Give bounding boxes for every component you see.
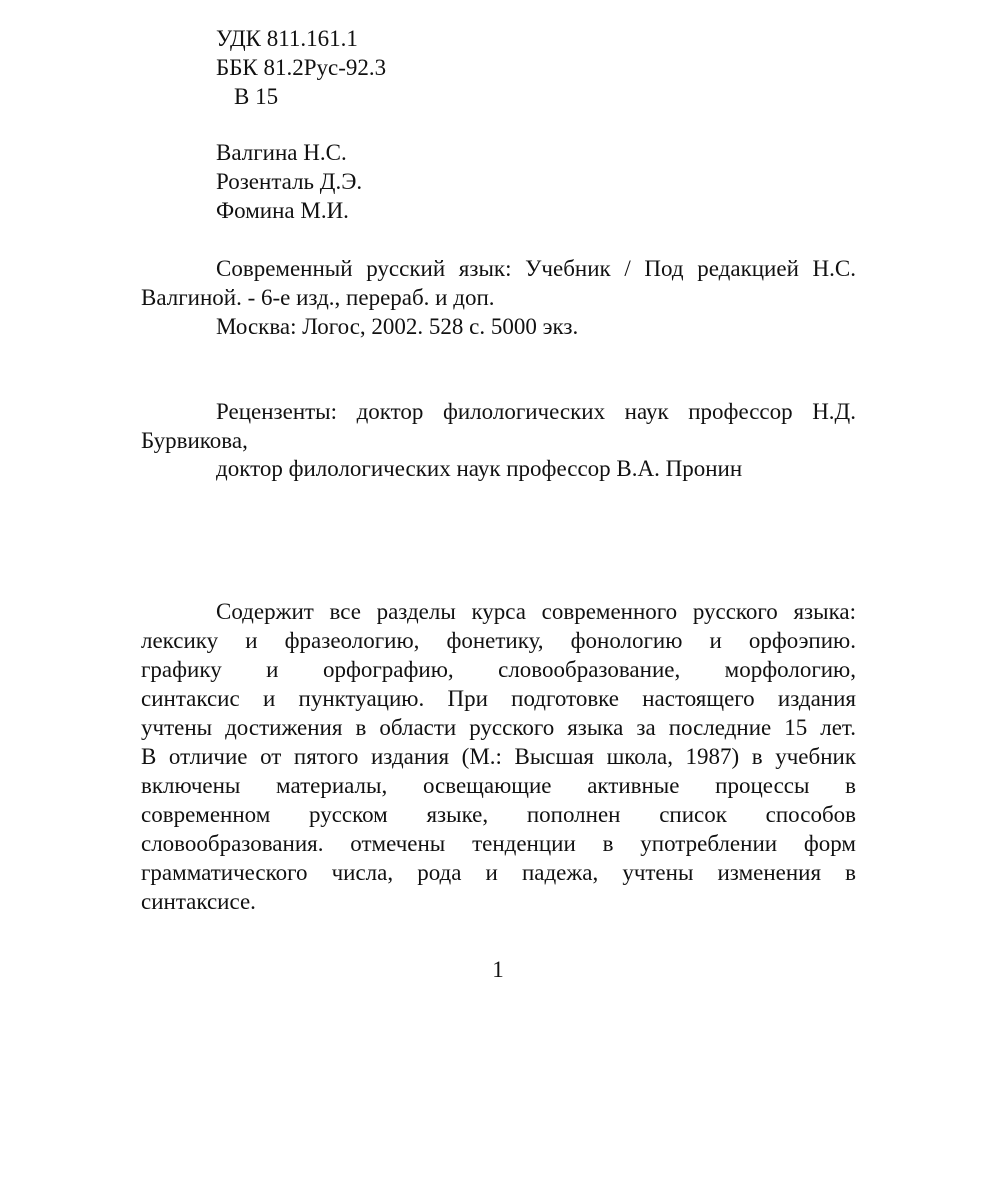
- udk-code: УДК 811.161.1: [216, 26, 358, 51]
- bibliography-line-3: Москва: Логос, 2002. 528 с. 5000 экз.: [216, 314, 579, 339]
- page-number: 1: [492, 957, 504, 982]
- reviewers-line-2: Бурвикова,: [141, 428, 248, 453]
- abstract-line: словообразования. отмечены тенденции в употреблении форм: [141, 831, 856, 856]
- author-mark: В 15: [234, 84, 279, 109]
- abstract-line: синтаксисе.: [141, 889, 256, 914]
- abstract-line: синтаксис и пунктуацию. При подготовке настоящего издания: [141, 686, 856, 711]
- abstract-line: В отличие от пятого издания (М.: Высшая школа, 1987) в учебник: [141, 744, 856, 769]
- abstract-line: лексику и фразеологию, фонетику, фонологию и орфоэпию.: [141, 628, 856, 653]
- bbk-code: ББК 81.2Рус-92.3: [216, 55, 387, 80]
- abstract-line: Содержит все разделы курса современного русского языка:: [216, 599, 856, 624]
- author-valgina: Валгина Н.С.: [216, 140, 347, 165]
- author-fomina: Фомина М.И.: [216, 198, 349, 223]
- bibliography-line-1: Современный русский язык: Учебник / Под редакцией Н.С.: [216, 256, 856, 281]
- abstract-line: графику и орфографию, словообразование, морфологию,: [141, 657, 856, 682]
- bibliography-line-2: Валгиной. - 6-е изд., перераб. и доп.: [141, 285, 495, 310]
- reviewers-line-3: доктор филологических наук профессор В.А. Пронин: [216, 456, 743, 481]
- reviewers-line-1: Рецензенты: доктор филологических наук профессор Н.Д.: [216, 399, 856, 424]
- abstract-line: учтены достижения в области русского языка за последние 15 лет.: [141, 715, 856, 740]
- abstract-line: грамматического числа, рода и падежа, учтены изменения в: [141, 860, 856, 885]
- abstract-line: включены материалы, освещающие активные процессы в: [141, 773, 856, 798]
- abstract-line: современном русском языке, пополнен список способов: [141, 802, 856, 827]
- author-rozental: Розенталь Д.Э.: [216, 169, 363, 194]
